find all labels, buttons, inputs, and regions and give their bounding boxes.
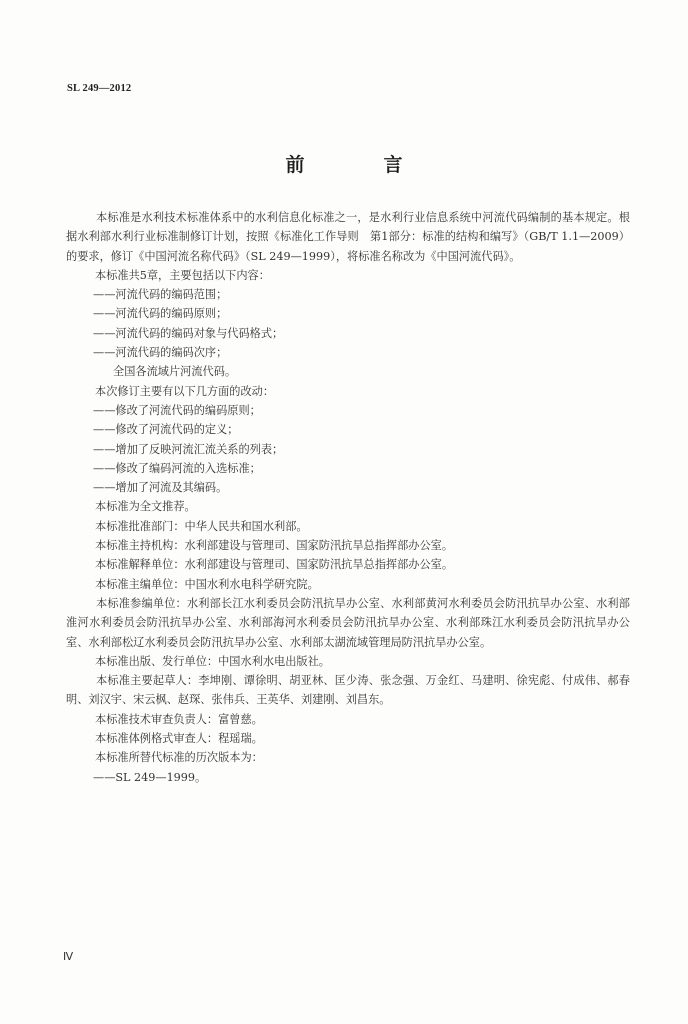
change-item: ——修改了河流代码的编码原则； bbox=[93, 403, 261, 417]
recommend-line: 本标准为全文推荐。 bbox=[95, 500, 196, 514]
changes-intro: 本次修订主要有以下几方面的改动： bbox=[95, 384, 275, 398]
standard-code: SL 249—2012 bbox=[67, 83, 132, 94]
replaced-item: ——SL 249—1999。 bbox=[93, 770, 207, 784]
change-item: ——增加了反映河流汇流关系的列表； bbox=[93, 442, 284, 456]
host-line: 本标准主持机构：水利部建设与管理司、国家防汛抗旱总指挥部办公室。 bbox=[95, 539, 454, 553]
chapter-item: ——河流代码的编码对象与代码格式； bbox=[93, 326, 284, 340]
page-title: 前 言 bbox=[285, 154, 433, 176]
replaced-intro: 本标准所替代标准的历次版本为： bbox=[95, 751, 263, 765]
interpret-line: 本标准解释单位：水利部建设与管理司、国家防汛抗旱总指挥部办公室。 bbox=[95, 558, 454, 572]
approval-line: 本标准批准部门：中华人民共和国水利部。 bbox=[95, 519, 308, 533]
chief-editor-line: 本标准主编单位：中国水利水电科学研究院。 bbox=[95, 577, 319, 591]
format-reviewer-line: 本标准体例格式审查人：程瑶瑞。 bbox=[95, 732, 263, 746]
chapter-item: ——河流代码的编码原则； bbox=[93, 307, 228, 321]
chapter-item: ——河流代码的编码范围； bbox=[93, 288, 228, 302]
change-item: ——修改了河流代码的定义； bbox=[93, 423, 239, 437]
intro-paragraph: 本标准是水利技术标准体系中的水利信息化标准之一，是水利行业信息系统中河流代码编制的基本规定。根据水利部水利行业标准制修订计划，按照《标准化工作导则 第1部分：标准的结构和编写》（GB/T 1.1—2009）的要求，修订《中国河流名称代码》（SL 249—1999），将标准名称改为《中国河流代码》。 bbox=[66, 211, 630, 263]
change-item: ——增加了河流及其编码。 bbox=[93, 481, 228, 495]
participants-paragraph: 本标准参编单位：水利部长江水利委员会防汛抗旱办公室、水利部黄河水利委员会防汛抗旱办公室、水利部淮河水利委员会防汛抗旱办公室、水利部海河水利委员会防汛抗旱办公室、水利部珠江水利委员会防汛抗旱办公室、水利部松辽水利委员会防汛抗旱办公室、水利部太湖流域管理局防汛抗旱办公室。 bbox=[66, 596, 630, 649]
publisher-line: 本标准出版、发行单位：中国水利水电出版社。 bbox=[95, 654, 330, 668]
tech-reviewer-line: 本标准技术审查负责人：富曾慈。 bbox=[95, 712, 263, 726]
foreword-body bbox=[66, 208, 630, 787]
chapter-item-last: 全国各流域片河流代码。 bbox=[113, 365, 237, 379]
chapters-intro: 本标准共5章，主要包括以下内容： bbox=[95, 268, 270, 282]
change-item: ——修改了编码河流的入选标准； bbox=[93, 461, 261, 475]
chapter-item: ——河流代码的编码次序； bbox=[93, 346, 228, 360]
page-number: Ⅳ bbox=[63, 951, 74, 963]
drafters-paragraph: 本标准主要起草人：李坤刚、谭徐明、胡亚林、匡少涛、张念强、万金红、马建明、徐宪彪、付成伟、郝春明、刘汉宇、宋云枫、赵琛、张伟兵、王英华、刘建刚、刘昌东。 bbox=[66, 674, 630, 707]
